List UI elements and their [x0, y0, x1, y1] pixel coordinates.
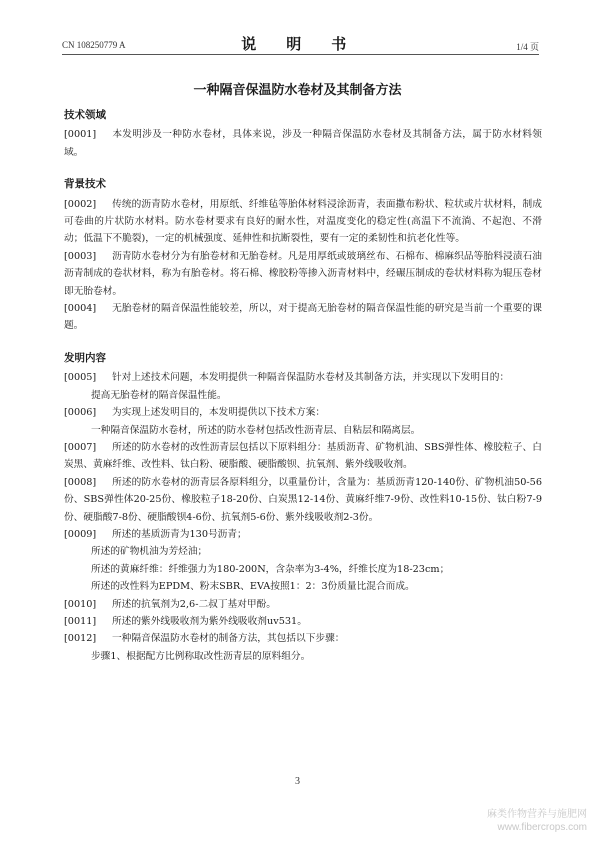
- paragraph-text: 一种隔音保温防水卷材的制备方法，其包括以下步骤：: [112, 633, 345, 645]
- paragraph: [64, 196, 542, 248]
- header-divider: [62, 54, 539, 55]
- watermark-url: www.fibercrops.com: [497, 822, 587, 833]
- paragraph-text: 一种隔音保温防水卷材，所述的防水卷材包括改性沥青层、自粘层和隔离层。: [91, 424, 421, 436]
- paragraph-number: [0008]: [64, 476, 97, 488]
- paragraph: [64, 526, 542, 543]
- paragraph-text: 所述的紫外线吸收剂为紫外线吸收剂uv531。: [112, 615, 307, 627]
- paragraph-text: 为实现上述发明目的，本发明提供以下技术方案：: [112, 407, 326, 419]
- paragraph: [64, 404, 542, 421]
- paragraph-text: 本发明涉及一种防水卷材，具体来说，涉及一种隔音保温防水卷材及其制备方法，属于防水材料领域。: [64, 129, 542, 158]
- page-number: 3: [295, 776, 300, 787]
- section-heading: 背景技术: [64, 178, 106, 191]
- paragraph: [64, 561, 542, 578]
- paragraph-text: 无胎卷材的隔音保温性能较差，所以，对于提高无胎卷材的隔音保温性能的研究是当前一个重要的课题。: [64, 303, 542, 332]
- paragraph-number: [0006]: [64, 407, 97, 419]
- paragraph: [64, 369, 542, 386]
- paragraph-number: [0005]: [64, 372, 97, 384]
- paragraph: [64, 300, 542, 335]
- paragraph: [64, 387, 542, 404]
- paragraph: [64, 439, 542, 474]
- section-heading: 技术领域: [64, 109, 106, 121]
- document-body: [64, 107, 542, 665]
- paragraph-text: 所述的防水卷材的改性沥青层包括以下原料组分：基质沥青、矿物机油、SBS弹性体、橡胶粒子、白炭黑、黄麻纤维、改性料、钛白粉、硬脂酸、硬脂酸钡、抗氧剂、紫外线吸收剂。: [64, 441, 542, 471]
- paragraph: [64, 648, 542, 665]
- paragraph-number: [0012]: [64, 633, 97, 645]
- paragraph: [64, 248, 542, 300]
- paragraph-number: [0003]: [64, 250, 97, 262]
- paragraph-number: [0001]: [64, 129, 97, 141]
- paragraph: [64, 613, 542, 630]
- paragraph-text: 所述的矿物机油为芳烃油；: [91, 546, 208, 558]
- paragraph: [64, 422, 542, 439]
- paragraph-number: [0009]: [64, 528, 97, 540]
- paragraph-text: 针对上述技术问题，本发明提供一种隔音保温防水卷材及其制备方法，并实现以下发明目的：: [112, 372, 510, 384]
- document-type-heading: 说 明 书: [241, 35, 354, 53]
- paragraph-number: [0004]: [64, 303, 97, 315]
- document-number: CN 108250779 A: [62, 40, 126, 50]
- paragraph: [64, 578, 542, 595]
- paragraph-number: [0011]: [64, 615, 97, 627]
- paragraph-text: 所述的改性料为EPDM、粉末SBR、EVA按照1：2：3份质量比混合而成。: [91, 581, 415, 593]
- paragraph-number: [0007]: [64, 441, 97, 453]
- paragraph: [64, 474, 542, 526]
- paragraph-number: [0010]: [64, 598, 97, 610]
- page-reference: 1/4 页: [516, 42, 539, 52]
- document-title: 一种隔音保温防水卷材及其制备方法: [193, 83, 402, 98]
- paragraph: [64, 596, 542, 613]
- paragraph-text: 所述的防水卷材的沥青层各原料组分，以重量份计，含量为：基质沥青120-140份、矿物机油50-56份、SBS弹性体20-25份、橡胶粒子18-20份、白炭黑12-14份、黄麻纤维7-9份、改性料10-15份、钛白粉7-9份、硬脂酸7-8份、硬脂酸钡4-6份、抗氧剂5-6份、紫外线吸收剂2-3份。: [64, 476, 542, 523]
- paragraph-number: [0002]: [64, 198, 97, 210]
- paragraph: [64, 126, 542, 161]
- paragraph-text: 所述的抗氧剂为2,6-二叔丁基对甲酚。: [112, 598, 276, 610]
- paragraph-text: 传统的沥青防水卷材，用原纸、纤维毡等胎体材料浸涂沥青，表面撒布粉状、粒状或片状材料，制成可卷曲的片状防水材料。防水卷材要求有良好的耐水性，对温度变化的稳定性(高温下不流淌、不起泡、不滑动；低温下不脆裂)，一定的机械强度、延伸性和抗断裂性，要有一定的柔韧性和抗老化性等。: [64, 198, 542, 245]
- paragraph: [64, 630, 542, 647]
- paragraph-text: 所述的基质沥青为130号沥青；: [112, 528, 247, 540]
- paragraph-text: 步骤1、根据配方比例称取改性沥青层的原料组分。: [91, 650, 311, 662]
- paragraph-text: 沥青防水卷材分为有胎卷材和无胎卷材。凡是用厚纸或玻璃丝布、石棉布、棉麻织品等胎料浸渍石油沥青制成的卷状材料，称为有胎卷材。将石棉、橡胶粉等掺入沥青材料中，经碾压制成的卷状材料称为辊压卷材即无胎卷材。: [64, 250, 542, 297]
- paragraph-text: 所述的黄麻纤维：纤维强力为180-200N，含杂率为3-4%，纤维长度为18-23cm；: [91, 563, 450, 575]
- section-heading: 发明内容: [64, 351, 106, 364]
- site-watermark: [487, 808, 587, 834]
- watermark-site-name: 麻类作物营养与施肥网: [487, 809, 587, 820]
- paragraph-text: 提高无胎卷材的隔音保温性能。: [91, 389, 227, 401]
- paragraph: [64, 543, 542, 560]
